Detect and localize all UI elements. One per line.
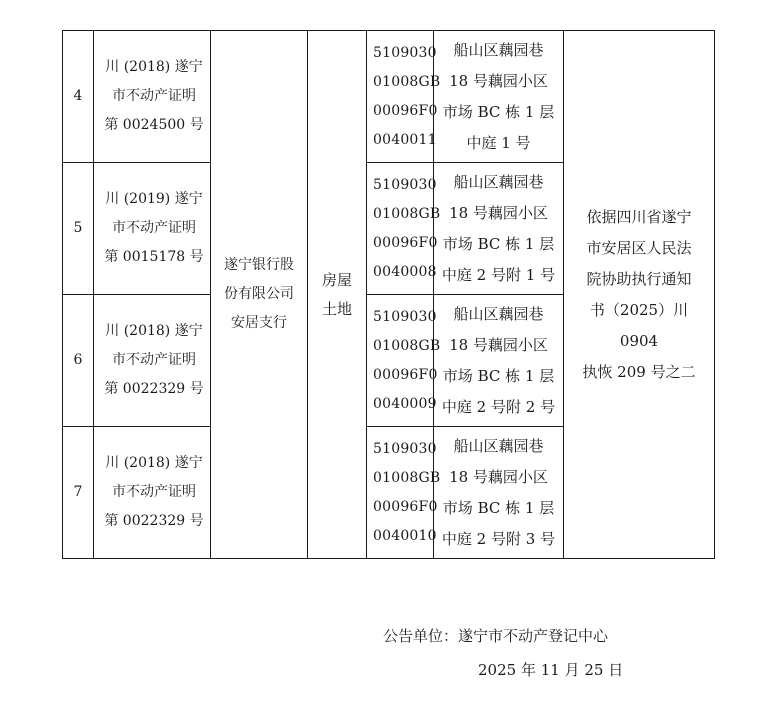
unit-number: 5109030 01008GB 00096F0 0040010 (367, 427, 434, 559)
publish-date: 2025 年 11 月 25 日 (478, 661, 624, 679)
publisher-line: 公告单位：遂宁市不动产登记中心 (383, 627, 609, 645)
row-number: 5 (63, 163, 94, 295)
right-type: 房屋 土地 (308, 31, 367, 559)
certificate-number: 川 (2019) 遂宁 市不动产证明 第 0015178 号 (94, 163, 211, 295)
property-location: 船山区藕园巷 18 号藕园小区 市场 BC 栋 1 层 中庭 2 号附 3 号 (434, 427, 564, 559)
certificate-number: 川 (2018) 遂宁 市不动产证明 第 0022329 号 (94, 295, 211, 427)
unit-number: 5109030 01008GB 00096F0 0040009 (367, 295, 434, 427)
property-location: 船山区藕园巷 18 号藕园小区 市场 BC 栋 1 层 中庭 2 号附 2 号 (434, 295, 564, 427)
right-holder: 遂宁银行股 份有限公司 安居支行 (211, 31, 308, 559)
certificate-number: 川 (2018) 遂宁 市不动产证明 第 0024500 号 (94, 31, 211, 163)
unit-number: 5109030 01008GB 00096F0 0040008 (367, 163, 434, 295)
property-location: 船山区藕园巷 18 号藕园小区 市场 BC 栋 1 层 中庭 2 号附 1 号 (434, 163, 564, 295)
certificate-number: 川 (2018) 遂宁 市不动产证明 第 0022329 号 (94, 427, 211, 559)
unit-number: 5109030 01008GB 00096F0 0040011 (367, 31, 434, 163)
row-number: 4 (63, 31, 94, 163)
row-number: 6 (63, 295, 94, 427)
registration-notice-table (62, 30, 715, 559)
row-number: 7 (63, 427, 94, 559)
legal-basis: 依据四川省遂宁 市安居区人民法 院协助执行通知 书（2025）川 0904 执恢 209 号之二 (564, 31, 715, 559)
table-row (63, 31, 715, 163)
property-location: 船山区藕园巷 18 号藕园小区 市场 BC 栋 1 层 中庭 1 号 (434, 31, 564, 163)
